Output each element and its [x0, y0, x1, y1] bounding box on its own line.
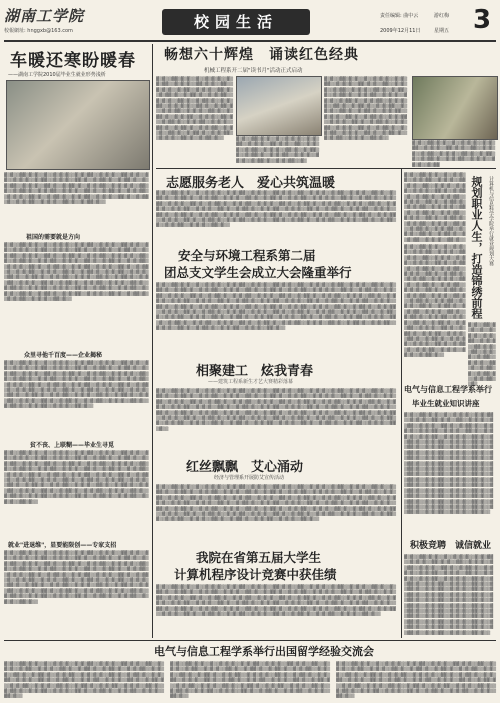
body-text: ▓▒▓▒▒▓▓▒▓▒▓▒▒▓▒▒▓▒▓▒▓▒▒▓▒▓▒▓▓▒▒▓▒▓▒▓▒▒▓▓▒▓▒▓▒▒▓▓▒▒▓▒▓▒▓▒▒▓▒▓▓▒▒▓▒▓▒▓▒▒▓▓▒▓▒▒▓▒▓▓▒▓▒▒▓▒▓▓▒▓▒▒▓▒▓▒▓▓▒▒▓▒▓▒▓▒▒▓▓▒▓▒▒▓▒▓▓▒▓▒▒▓▒▓▒▓▓▒▒▓▒▓▒▓▒▓▒▒▓▓▒▓▒▒▓▒▓▓▒▓▒▒▓▒▓▒▓▓▒▒▓▒▓▒▓▒▒▓▓▒▓▒▒▓▒▓▓▒▓▒▒▓▒▓▒▓▓▒▒▓▒▓▒▓▒▒▓▓▒▓▒▒▓▒▓▓▒▓▒▒▓▒▓▒▓▓▒▒▓▒▓▒▓▒▒▓▓▒▓▒▒▓▒▓▓▒▓▒▒▓▒▓▒▓▓▒▒▓▒▓▒▓▒▒▓▓▒▓▒▒▓▒▓▓▒▓▒▒▓▒▓▒▓▓▒▒▓▒▓▒▓▒▒▓▓▒▓▒▒▓▒▓▓▒▓▒▒▓▒▓▒▓▓▒▒▓▒▓▒▓▒▒▓▓▒▓▒▒▓▒▓▓▒▓▒▒▓▒▓▒▓▓▒▒▓▒▓▒▓▒▒▓▓▒▓▒▒▓▒▓▓▒▓▒▒▓▒▓▒▓▓▒▒▓▒▓▒▓▒▒▓▓▒▓▒▒▓▒▓▓▒▓▒▒▓▒▓▒▓▓▒▒▓▒▓▒▓▒▒▓▓▒▓▒▒▓▒▓▓▒▓▒▒▓▒▓▒▓▓▒▒▓▒▓▒▓▒▒▓▓▒▓▒▒▓▒▓▓▒▓▒▒▓▒▓▒▓▓▒▒▓▒▓▒▓▒▒▓▓▒▓▒▒▓▒▓▓▒▓▒▒▓▒▓▒▓▓▒▒▓▒▓▒▓▒▒▓▓▒▓▒▒▓▒▓▓▒▓▒▒▓▒▓▒▓▓▒▒▓▒▓▒▓▒▒▓▓▒▓▒▒▓▒▓▓▒▓▒▒▓▒▓▒▓▓▒▒▓▒▓▒▓▒▒▓▓▒▓▒▒▓▒▓▓▒▓▒▒▓▒▓▒▓▓▒▒▓▒▓▒▓▒▒▓▓▒▓▒▒▓▒▓▓▒▓▒▒▓▒▓▒▓▓▒▒▓▒▓▒▓▒▒▓▓▒▓▒▒▓▒▓▓▒▓▒▒▓▒▓▒▓▓▒▒▓▒▓▒▓▒▒▓▓▒▓▒▒▓▒▓▓▒▓▒▒▓▒▓▒▓▓▒▒▓▒▓▒▓▒▒▓▓▒▓▒▒ [156, 282, 396, 331]
section-heading: 贫不丧、上联糊——毕业生寻觅 [30, 442, 115, 449]
photo [412, 76, 498, 140]
article-study-abroad [4, 643, 496, 701]
section-heading: 众里寻他千百度——企业揭秘 [24, 352, 103, 359]
body-text: ▓▒▓▒▒▓▓▒▓▒▓▒▒▓▒▒▓▒▓▒▓▒▒▓▒▓▒▓▓▒▒▓▒▓▒▓▒▒▓▓▒▓▒▓▒▒▓▓▒▒▓▒▓▒▓▒▒▓▒▓▓▒▒▓▒▓▒▓▒▒▓▓▒▓▒▒▓▒▓▓▒▓▒▒▓▒▓▓▒▓▒▒▓▒▓▒▓▓▒▒▓▒▓▒▓▒▒▓▓▒▓▒▒▓▒▓▓▒▓▒▒▓▒▓▒▓▓▒▒▓▒▓▒▓▒▓▒▒▓▓▒▓▒▒▓▒▓▓▒▓▒▒▓▒▓▒▓▓▒▒▓▒▓▒▓▒▒▓▓▒▓▒▒▓▒▓▓▒▓▒▒▓▒▓▒▓▓▒▒▓▒▓▒▓▒▒▓▓▒▓▒▒▓▒▓▓▒▓▒▒▓▒▓▒▓▓▒▒▓▒▓▒▓▒▒▓▓▒▓▒▒▓▒▓▓▒▓▒▒▓▒▓▒▓▓▒▒▓▒▓▒▓▒▒▓▓▒▓▒▒▓▒▓▓▒▓▒▒▓▒▓▒▓▓▒▒▓▒▓▒▓▒▒▓▓▒▓▒▒▓▒▓▓▒▓▒▒▓▒▓▒▓▓▒▒▓▒▓▒▓▒▒▓▓▒▓▒▒▓▒▓▓▒▓▒▒▓▒▓▒▓▓▒▒▓▒▓▒▓▒▒▓▓▒▓▒▒▓▒▓▓▒▓▒▒▓▒▓▒▓▓▒▒▓▒▓▒▓▒▒▓▓▒▓▒▒▓▒▓▓▒▓▒▒▓▒▓▒▓▓▒▒▓▒▓▒▓▒▒▓▓▒▓▒▒▓▒▓▓▒▓▒▒▓▒▓▒▓▓▒▒▓▒▓▒▓▒▒▓▓▒▓▒▒▓▒▓▓▒▓▒▒▓▒▓▒▓▓▒▒▓▒▓▒▓▒▒▓▓▒▓▒▒▓▒▓▓▒▓▒▒▓▒▓▒▓▓▒▒▓▒▓▒▓▒▒▓▓▒▓▒▒▓▒▓▓▒▓▒▒▓▒▓▒▓▓▒▒▓▒▓▒▓▒▒▓▓▒▓▒▒▓▒▓▓▒▓▒▒▓▒▓▒▓▓▒▒▓▒▓▒▓▒▒▓▓▒▓▒▒ [404, 412, 494, 515]
article-association [156, 246, 398, 356]
masthead-logo: 湖南工学院 [4, 7, 85, 25]
divider [156, 168, 496, 169]
article-subtitle: 经济与管理系开展防艾宣传活动 [214, 475, 285, 481]
article-title-line2: 计算机程序设计竞赛中获佳绩 [174, 567, 337, 582]
section-title: 校园生活 [193, 13, 278, 31]
layout-label: 游红梅 [434, 13, 450, 19]
article-subtitle: ——湖南工学院2010届毕业生就业形势浅析 [8, 72, 106, 78]
photo [6, 80, 150, 170]
article-left [4, 46, 150, 636]
body-text: ▓▒▓▒▒▓▓▒▓▒▓▒▒▓▒▒▓▒▓▒▓▒▒▓▒▓▒▓▓▒▒▓▒▓▒▓▒▒▓▓▒▓▒▓▒▒▓▓▒▒▓▒▓▒▓▒▒▓▒▓▓▒▒▓▒▓▒▓▒▒▓▓▒▓▒▒▓▒▓▓▒▓▒▒▓▒▓▓▒▓▒▒▓▒▓▒▓▓▒▒▓▒▓▒▓▒▒▓▓▒▓▒▒▓▒▓▓▒▓▒▒▓▒▓▒▓▓▒▒▓▒ [236, 136, 320, 163]
body-text: ▓▒▓▒▒▓▓▒▓▒▓▒▒▓▒▒▓▒▓▒▓▒▒▓▒▓▒▓▓▒▒▓▒▓▒▓▒▒▓▓▒▓▒▓▒▒▓▓▒▒▓▒▓▒▓▒▒▓▒▓▓▒▒▓▒▓▒▓▒▒▓▓▒▓▒▒▓▒▓▓▒▓▒▒▓▒▓▓▒▓▒▒▓▒▓▒▓▓▒▒▓▒▓▒▓▒▒▓▓▒▓▒▒▓▒▓▓▒▓▒▒▓▒▓▒▓▓▒▒▓▒▓▒▓▒▓▒▒▓▓▒▓▒▒▓▒▓▓▒▓▒▒▓▒▓▒▓▓▒▒▓▒▓▒▓▒▒▓▓▒▓▒▒▓▒▓▓▒▓▒▒▓▒▓▒▓▓▒▒▓▒▓▒▓▒▒▓▓▒▓▒▒▓▒▓▓▒▓▒▒▓▒▓▒▓▓▒▒▓▒▓▒▓▒▒▓▓▒▓▒▒▓▒▓▓▒▓▒▒▓▒▓▒▓▓▒▒▓▒▓▒▓▒▒▓▓▒▓▒▒▓▒▓▓▒▓▒▒▓▒▓▒▓▓▒▒▓▒▓▒▓▒▒▓▓▒▓▒▒▓▒▓▓▒▓▒▒▓▒▓▒▓▓▒▒▓▒▓▒▓▒▒▓▓▒▓▒▒▓▒▓▓▒▓▒▒▓▒▓▒▓▓▒▒▓▒▓▒▓▒▒▓▓▒▓▒▒▓▒▓▓▒▓▒▒▓▒▓▒▓▓▒▒▓▒▓▒▓▒▒▓▓▒▓▒▒▓▒▓▓▒▓▒▒▓▒▓▒▓▓▒▒▓▒▓▒▓▒▒▓▓▒▓▒▒▓▒▓▓▒▓▒▒▓▒▓▒▓▓▒▒▓▒▓▒▓▒▒▓▓▒▓▒▒▓▒▓▓▒▓▒▒▓▒▓▒▓▓▒▒▓▒▓▒▓▒▒▓▓▒▓▒▒▓▒▓▓▒▓▒▒▓▒▓▒▓▓▒▒▓▒▓▒▓▒▒▓▓▒▓▒▒▓▒▓▓▒▓▒▒▓▒▓▒▓▓▒▒▓▒▓▒▓▒▒▓▓▒▓▒▒ [156, 484, 396, 522]
body-text: ▓▒▓▒▒▓▓▒▓▒▓▒▒▓▒▒▓▒▓▒▓▒▒▓▒▓▒▓▓▒▒▓▒▓▒▓▒▒▓▓▒▓▒▓▒▒▓▓▒▒▓▒▓▒▓▒▒▓▒▓▓▒▒▓▒▓▒▓▒▒▓▓▒▓▒▒▓▒▓▓▒▓▒▒▓▒▓▓▒▓▒▒▓▒▓▒▓▓▒▒▓▒▓▒▓▒▒▓▓▒▓▒▒▓▒▓▓▒▓▒▒▓▒▓▒▓▓▒▒▓▒▓▒▓▒▓▒▒▓▓▒▓▒▒▓▒▓▓▒▓▒▒▓▒▓▒▓▓▒▒▓▒▓▒▓▒▒▓▓▒▓▒▒▓▒▓▓▒▓▒▒▓▒▓▒▓▓▒▒▓▒▓▒▓▒▒▓▓▒▓▒▒▓▒▓▓▒▓▒▒▓▒▓▒▓▓▒▒▓▒▓▒▓▒▒▓▓▒▓▒▒▓▒▓▓▒▓▒▒▓▒▓▒▓▓▒▒▓▒▓▒▓▒▒▓▓▒▓▒▒▓▒▓▓▒▓▒▒▓▒▓▒▓▓▒▒▓▒▓▒▓▒▒▓▓▒▓▒▒▓▒▓▓▒▓▒▒ [156, 76, 233, 141]
body-text: ▓▒▓▒▒▓▓▒▓▒▓▒▒▓▒▒▓▒▓▒▓▒▒▓▒▓▒▓▓▒▒▓▒▓▒▓▒▒▓▓▒▓▒▓▒▒▓▓▒▒▓▒▓▒▓▒▒▓▒▓▓▒▒▓▒▓▒▓▒▒▓▓▒▓▒▒▓▒▓▓▒▓▒▒▓▒▓▓▒▓▒▒▓▒▓▒▓▓▒▒▓▒▓▒▓▒▒▓▓▒▓▒▒▓▒▓▓▒▓▒▒▓▒▓▒▓▓▒▒▓▒▓▒▓▒▓▒▒▓▓▒▓▒▒▓▒▓▓▒▓▒▒▓▒▓▒▓▓▒▒▓▒▓▒▓▒▒▓▓▒▓▒▒▓▒▓▓▒▓▒▒▓▒▓▒▓▓▒▒▓▒▓▒▓▒▒▓▓▒▓▒▒▓▒▓▓▒▓▒▒▓▒▓▒▓▓▒▒▓▒▓▒▓▒▒▓▓▒▓▒▒▓▒▓▓▒▓▒▒▓▒▓▒▓▓▒▒▓▒▓▒▓▒▒▓▓▒▓▒▒▓▒▓▓▒▓▒▒▓▒▓▒▓▓▒▒▓▒▓▒▓▒▒▓▓▒▓▒▒▓▒▓▓▒▓▒▒▓▒▓▒▓▓▒▒▓▒▓▒▓▒▒▓▓▒▓▒▒▓▒▓▓▒▓▒▒▓▒▓▒▓▓▒▒▓▒▓▒▓▒▒▓▓▒▓▒▒▓▒▓▓▒▓▒▒▓▒▓▒▓▓▒▒▓▒▓▒▓▒▒▓▓▒▓▒▒▓▒▓▓▒▓▒▒▓▒▓▒▓▓▒▒▓▒▓▒▓▒▒▓▓▒▓▒▒▓▒▓▓▒▓▒▒▓▒▓▒▓▓▒▒▓▒▓▒▓▒▒▓▓▒▓▒▒▓▒▓▓▒▓▒▒▓▒▓▒▓▓▒▒▓▒▓▒▓▒▒▓▓▒▓▒▒ [156, 584, 396, 617]
body-text: ▓▒▓▒▒▓▓▒▓▒▓▒▒▓▒▒▓▒▓▒▓▒▒▓▒▓▒▓▓▒▒▓▒▓▒▓▒▒▓▓▒▓▒▓▒▒▓▓▒▒▓▒▓▒▓▒▒▓▒▓▓▒▒▓▒▓▒▓▒▒▓▓▒▓▒▒▓▒▓▓▒▓▒▒▓▒▓▓▒▓▒▒▓▒▓▒▓▓▒▒▓▒▓▒▓▒▒▓▓▒▓▒▒▓▒▓▓▒▓▒▒▓▒▓▒▓▓▒▒▓▒▓▒▓▒▓▒▒▓▓▒▓▒▒▓▒▓▓▒▓▒▒▓▒▓▒▓▓▒▒▓▒▓▒▓▒▒▓▓▒▓▒▒▓▒▓▓▒▓▒▒▓▒▓▒▓▓▒▒▓▒▓▒▓▒▒▓▓▒▓▒▒▓▒▓▓▒▓▒▒▓▒▓▒▓▓▒▒▓▒▓▒▓▒▒▓▓▒▓▒▒▓▒▓▓▒▓▒▒▓▒▓▒▓▓▒▒▓▒▓▒▓▒▒▓▓▒▓▒▒▓▒▓▓▒▓▒▒▓▒▓▒▓▓▒▒▓▒▓▒▓▒▒▓▓▒▓▒▒▓▒▓▓▒▓▒▒▓▒▓▒▓▓▒▒▓▒▓▒▓▒▒▓▓▒▓▒▒▓▒▓▓▒▓▒▒▓▒▓▒▓▓▒▒▓▒▓▒▓▒▒▓▓▒▓▒▒▓▒▓▓▒▓▒▒▓▒▓▒▓▓▒▒▓▒▓▒▓▒▒▓▓▒▓▒▒▓▒▓▓▒▓▒▒▓▒▓▒▓▓▒▒▓▒▓▒▓▒▒▓▓▒▓▒▒ [4, 360, 149, 409]
vertical-title: 规划职业人生，打造锦绣前程 [470, 176, 483, 319]
page-number: 3 [472, 5, 492, 35]
article-aids-awareness [156, 456, 398, 544]
article-competition [404, 538, 496, 638]
article-art [156, 360, 398, 452]
article-title: 电气与信息工程学系举行出国留学经验交流会 [154, 645, 374, 658]
photo [236, 76, 322, 136]
article-title: 积极竞聘 诚信就业 [410, 541, 492, 551]
body-text: ▓▒▓▒▒▓▓▒▓▒▓▒▒▓▒▒▓▒▓▒▓▒▒▓▒▓▒▓▓▒▒▓▒▓▒▓▒▒▓▓▒▓▒▓▒▒▓▓▒▒▓▒▓▒▓▒▒▓▒▓▓▒▒▓▒▓▒▓▒▒▓▓▒▓▒▒▓▒▓▓▒▓▒▒▓▒▓▓▒▓▒▒▓▒▓▒▓▓▒▒▓▒▓▒▓▒▒▓▓▒▓▒▒▓▒▓▓▒▓▒▒▓▒▓▒▓▓▒▒▓▒▓▒▓▒▓▒▒▓▓▒▓▒▒▓▒▓▓▒▓▒▒▓▒▓▒▓▓▒▒▓▒▓▒▓▒▒▓▓▒▓▒▒▓▒▓▓▒▓▒▒▓▒▓▒▓▓▒▒▓▒▓▒▓▒▒▓▓▒▓▒▒▓▒▓▓▒▓▒▒▓▒▓▒▓▓▒▒▓▒▓▒▓▒▒▓▓▒▓▒▒▓▒▓▓▒▓▒▒▓▒▓▒▓▓▒▒▓▒▓▒▓▒▒▓▓▒▓▒▒▓▒▓▓▒▓▒▒▓▒▓▒▓▓▒▒▓▒▓▒▓▒▒▓▓▒▓▒▒▓▒▓▓▒▓▒▒▓▒▓▒▓▓▒▒▓▒▓▒▓▒▒▓▓▒▓▒▒▓▒▓▓▒▓▒▒▓▒▓▒▓▓▒▒▓▒▓▒▓▒▒▓▓▒▓▒▒▓▒▓▓▒▓▒▒▓▒▓▒▓▓▒▒▓▒▓▒▓▒▒▓▓▒▓▒▒▓▒▓▓▒▓▒▒▓▒▓▒▓▓▒▒▓▒▓▒▓▒▒▓▓▒▓▒▒▓▒▓▓▒▓▒▒▓▒▓▒▓▓▒▒▓▒▓▒▓▒▒▓▓▒▓▒▒ [4, 450, 149, 504]
body-text: ▓▒▓▒▒▓▓▒▓▒▓▒▒▓▒▒▓▒▓▒▓▒▒▓▒▓▒▓▓▒▒▓▒▓▒▓▒▒▓▓▒▓▒▓▒▒▓▓▒▒▓▒▓▒▓▒▒▓▒▓▓▒▒▓▒▓▒▓▒▒▓▓▒▓▒▒▓▒▓▓▒▓▒▒▓▒▓▓▒▓▒▒▓▒▓▒▓▓▒▒▓▒▓▒▓▒▒▓▓▒▓▒▒▓▒▓▓▒▓▒▒▓▒▓▒▓▓▒▒▓▒▓▒▓▒▓▒▒▓▓▒▓▒▒▓▒▓▓▒▓▒▒▓▒▓▒▓▓▒▒▓▒▓▒▓▒▒▓▓▒▓▒▒▓▒▓▓▒▓▒▒▓▒▓▒▓▓▒▒▓▒▓▒▓▒▒▓▓▒▓▒▒▓▒▓▓▒▓▒▒▓▒▓▒▓▓▒▒▓▒▓▒▓▒▒▓▓▒▓▒▒▓▒▓▓▒▓▒▒▓▒▓▒▓▓▒▒▓▒▓▒▓▒▒▓▓▒▓▒▒▓▒▓▓▒▓▒▒▓▒▓▒▓▓▒▒▓▒▓▒▓▒▒▓▓▒▓▒▒▓▒▓▓▒▓▒▒▓▒▓▒▓▓▒▒▓▒▓▒▓▒▒▓▓▒▓▒▒▓▒▓▓▒▓▒▒▓▒▓▒▓▓▒▒▓▒▓▒▓▒▒▓▓▒▓▒▒▓▒▓▓▒▓▒▒▓▒▓▒▓▓▒▒▓▒▓▒▓▒▒▓▓▒▓▒▒▓▒▓▓▒▓▒▒▓▒▓▒▓▓▒▒▓▒▓▒▓▒▒▓▓▒▓▒▒▓▒▓▓▒▓▒▒ [404, 244, 466, 358]
article-reading-month [156, 44, 496, 168]
article-title-line1: 我院在省第五届大学生 [196, 550, 322, 565]
article-programming-contest [156, 548, 398, 638]
article-title-line1: 安全与环境工程系第二届 [178, 248, 316, 263]
editor-label: 责任编辑: 曲中云 [380, 13, 419, 19]
body-text: ▓▒▓▒▒▓▓▒▓▒▓▒▒▓▒▒▓▒▓▒▓▒▒▓▒▓▒▓▓▒▒▓▒▓▒▓▒▒▓▓▒▓▒▓▒▒▓▓▒▒▓▒▓▒▓▒▒▓▒▓▓▒▒▓▒▓▒▓▒▒▓▓▒▓▒▒▓▒▓▓▒▓▒▒▓▒▓▓▒▓▒▒▓▒▓▒▓▓▒▒▓▒▓▒▓▒▒▓▓▒▓▒▒▓▒▓▓▒▓▒▒▓▒▓▒▓▓▒▒▓▒▓▒▓▒▓▒▒▓▓▒▓▒▒▓▒▓▓▒▓▒▒▓▒▓▒▓▓▒▒▓▒▓▒▓▒▒▓▓▒▓▒▒▓▒▓▓▒▓▒▒▓▒▓▒▓▓▒▒▓▒▓▒▓▒▒▓▓▒▓▒▒▓▒▓▓▒▓▒▒▓▒▓▒▓▓▒▒▓▒▓▒▓▒▒▓▓▒▓▒▒▓▒▓▓▒▓▒▒▓▒▓▒▓▓▒▒▓▒▓▒▓▒▒▓▓▒▓▒▒▓▒▓▓▒▓▒▒▓▒▓▒▓▓▒▒▓▒▓▒▓▒▒▓▓▒▓▒▒▓▒▓▓▒▓▒▒▓▒▓▒▓▓▒▒▓▒▓▒▓▒▒▓▓▒▓▒▒▓▒▓▓▒▓▒▒▓▒▓▒▓▓▒▒▓▒▓▒▓▒▒▓▓▒▓▒▒▓▒▓▓▒▓▒▒▓▒▓▒▓▓▒▒▓▒▓▒▓▒▒▓▓▒▓▒▒▓▒▓▓▒▓▒▒▓▒▓▒▓▓▒▒▓▒▓▒▓▒▒▓▓▒▓▒▒▓▒▓▓▒▓▒▒▓▒▓▒▓▓▒▒▓▒▓▒▓▒▒▓▓▒▓▒▒▓▒▓▓▒▓▒▒▓▒▓▒▓▓▒▒▓▒▓▒▓▒▒▓▓▒▓▒▒▓▒▓▓▒▓▒▒▓▒▓▒▓▓▒▒▓▒▓▒▓▒▒▓▓▒▓▒▒ [156, 190, 396, 228]
body-text: ▓▒▓▒▒▓▓▒▓▒▓▒▒▓▒▒▓▒▓▒▓▒▒▓▒▓▒▓▓▒▒▓▒▓▒▓▒▒▓▓▒▓▒▓▒▒▓▓▒▒▓▒▓▒▓▒▒▓▒▓▓▒▒▓▒▓▒▓▒▒▓▓▒▓▒▒▓▒▓▓▒▓▒▒▓▒▓▓▒▓▒▒▓▒▓▒▓▓▒▒▓▒▓▒▓▒▒▓▓▒▓▒▒▓▒▓▓▒▓▒▒▓▒▓▒▓▓▒▒▓▒▓▒▓▒▓▒▒▓▓▒▓▒▒▓▒▓▓▒▓▒▒▓▒▓▒▓▓▒▒▓▒▓▒▓▒▒▓▓▒▓▒▒▓▒▓▓▒▓▒▒▓▒▓▒▓▓▒▒▓▒▓▒▓▒▒▓▓▒▓▒▒▓▒▓▓▒▓▒▒▓▒▓▒▓▓▒▒▓▒▓▒▓▒▒▓▓▒▓▒▒▓▒▓▓▒▓▒▒▓▒▓▒▓▓▒▒▓▒▓▒▓▒▒▓▓▒▓▒▒▓▒▓▓▒▓▒▒▓▒▓▒▓▓▒▒▓▒▓▒▓▒▒▓▓▒▓▒▒▓▒▓▓▒▓▒▒▓▒▓▒▓▓▒▒▓▒▓▒▓▒▒▓▓▒▓▒▒▓▒▓▓▒▓▒▒▓▒▓▒▓▓▒▒▓▒▓▒▓▒▒▓▓▒▓▒▒▓▒▓▓▒▓▒▒▓▒▓▒▓▓▒▒▓▒▓▒▓▒▒▓▓▒▓▒▒▓▒▓▓▒▓▒▒▓▒▓▒▓▓▒▒▓▒▓▒▓▒▒▓▓▒▓▒▒▓▒▓▓▒▓▒▒▓▒▓▒▓▓▒▒▓▒▓▒▓▒▒▓▓▒▓▒▒▓▒▓▓▒▓▒▒▓▒▓▒▓▓▒▒▓▒▓▒▓▒▒▓▓▒▓▒▒▓▒▓▓▒▓▒▒▓▒▓▒▓▓▒▒▓▒▓▒▓▒▒▓▓▒▓▒▒▓▒▓▓▒▓▒▒▓▒▓▒▓▓▒▒▓▒▓▒▓▒▒▓▓▒▓▒▒▓▒▓▓▒▓▒▒▓▒▓▒▓▓▒▒▓▒▓▒▓▒▒▓▓▒▓▒▒ [156, 388, 396, 431]
body-text: ▓▒▓▒▒▓▓▒▓▒▓▒▒▓▒▒▓▒▓▒▓▒▒▓▒▓▒▓▓▒▒▓▒▓▒▓▒▒▓▓▒▓▒▓▒▒▓▓▒▒▓▒▓▒▓▒▒▓▒▓▓▒▒▓▒▓▒▓▒▒▓▓▒▓▒▒▓▒▓▓▒▓▒▒▓▒▓▓▒▓▒▒▓▒▓▒▓▓▒▒▓▒▓▒▓▒▒▓▓▒▓▒▒▓▒▓▓▒▓▒▒▓▒▓▒▓▓▒▒▓▒▓▒▓▒▓▒▒▓▓▒▓▒▒▓▒▓▓▒▓▒▒▓▒▓▒▓▓▒▒▓▒▓▒▓▒▒▓▓▒▓▒▒▓▒▓▓▒▓▒▒▓▒▓▒▓▓▒▒▓▒▓▒▓▒▒▓▓▒▓▒▒▓▒▓▓▒▓▒▒▓▒▓▒▓▓▒▒▓▒▓▒▓▒▒▓▓▒▓▒▒▓▒▓▓▒▓▒▒▓▒▓▒▓▓▒▒▓▒▓▒▓▒▒▓▓▒▓▒▒▓▒▓▓▒▓▒▒▓▒▓▒▓▓▒▒▓▒▓▒▓▒▒▓▓▒▓▒▒▓▒▓▓▒▓▒▒▓▒▓▒▓▓▒▒▓▒▓▒▓▒▒▓▓▒▓▒▒▓▒▓▓▒▓▒▒▓▒▓▒▓▓▒▒▓▒▓▒▓▒▒▓▓▒▓▒▒▓▒▓▓▒▓▒▒▓▒▓▒▓▓▒▒▓▒▓▒▓▒▒▓▓▒▓▒▒▓▒▓▓▒▓▒▒▓▒▓▒▓▓▒▒▓▒▓▒▓▒▒▓▓▒▓▒▒▓▒▓▓▒▓▒▒▓▒▓▒▓▓▒▒▓▒▓▒▓▒▒▓▓▒▓▒▒▓▒▓▓▒▓▒▒▓▒▓▒▓▓▒▒▓▒▓▒▓▒▒▓▓▒▓▒▒▓▒▓▓▒▓▒▒▓▒▓▒▓▓▒▒▓▒▓▒▓▒▒▓▓▒▓▒▒ [4, 242, 149, 302]
body-text: ▓▒▓▒▒▓▓▒▓▒▓▒▒▓▒▒▓▒▓▒▓▒▒▓▒▓▒▓▓▒▒▓▒▓▒▓▒▒▓▓▒▓▒▓▒▒▓▓▒▒▓▒▓▒▓▒▒▓▒▓▓▒▒▓▒▓▒▓▒▒▓▓▒▓▒▒▓▒▓▓▒▓▒▒▓▒▓▓▒▓▒▒▓▒▓▒▓▓▒▒▓▒▓▒▓▒▒▓▓▒▓▒▒▓▒▓▓▒▓▒▒▓▒▓▒▓▓▒▒▓▒▓▒▓▒▓▒▒▓▓▒▓▒▒▓▒▓▓▒▓▒▒▓▒▓▒▓▓▒▒▓▒▓▒▓▒▒▓▓▒▓▒▒▓▒▓▓▒▓▒▒▓▒▓▒▓▓▒▒▓▒▓▒▓▒▒▓▓▒▓▒▒▓▒▓▓▒▓▒▒▓▒▓▒▓▓▒▒▓▒▓▒▓▒▒▓▓▒▓▒▒▓▒▓▓▒▓▒▒▓▒▓▒▓▓▒▒▓▒▓▒▓▒▒▓▓▒▓▒▒ [404, 172, 466, 242]
section-heading: 祖国的需要就是方向 [26, 234, 81, 241]
article-title: 车暖还寒盼暖春 [10, 51, 136, 71]
body-text: ▓▒▓▒▒▓▓▒▓▒▓▒▒▓▒▒▓▒▓▒▓▒▒▓▒▓▒▓▓▒▒▓▒▓▒▓▒▒▓▓▒▓▒▓▒▒▓▓▒▒▓▒▓▒▓▒▒▓▒▓▓▒▒▓▒▓▒▓▒▒▓▓▒▓▒▒▓▒▓▓▒▓▒▒▓▒▓▓▒▓▒▒▓▒▓▒▓▓▒▒▓▒▓▒▓▒▒▓▓▒▓▒▒▓▒▓▓▒▓▒▒▓▒▓▒▓▓▒▒▓▒▓▒▓▒▓▒▒▓▓▒▓▒▒▓▒▓▓▒▓▒▒▓▒▓▒▓▓▒▒▓▒▓▒▓▒▒▓▓▒▓▒▒▓▒▓▓▒▓▒▒▓▒▓▒▓▓▒▒▓▒▓▒▓▒▒▓▓▒▓▒▒▓▒▓▓▒▓▒▒▓▒▓▒▓▓▒▒▓▒▓▒▓▒▒▓▓▒▓▒▒▓▒▓▓▒▓▒▒▓▒▓▒▓▓▒▒▓▒▓▒▓▒▒▓▓▒▓▒▒▓▒▓▓▒▓▒▒▓▒▓▒▓▓▒▒▓▒▓▒▓▒▒▓▓▒▓▒▒▓▒▓▓▒▓▒▒▓▒▓▒▓▓▒▒▓▒▓▒▓▒▒▓▓▒▓▒▒ [4, 661, 164, 699]
article-title: 畅想六十辉煌 诵读红色经典 [164, 47, 359, 63]
section-heading: 就业"进退维"，显要能限创——专家支招 [8, 542, 117, 549]
body-text: ▓▒▓▒▒▓▓▒▓▒▓▒▒▓▒▒▓▒▓▒▓▒▒▓▒▓▒▓▓▒▒▓▒▓▒▓▒▒▓▓▒▓▒▓▒▒▓▓▒▒▓▒▓▒▓▒▒▓▒▓▓▒▒▓▒▓▒▓▒▒▓▓▒▓▒▒▓▒▓▓▒▓▒▒▓▒▓▓▒▓▒▒▓▒▓▒▓▓▒▒▓▒▓▒▓▒▒▓▓▒▓▒▒▓▒▓▓▒▓▒▒▓▒▓▒▓▓▒▒▓▒▓▒▓▒▓▒▒▓▓▒▓▒▒▓▒▓▓▒▓▒▒▓▒▓▒▓▓▒▒▓▒▓▒▓▒▒▓▓▒▓▒▒▓▒▓▓▒▓▒▒▓▒▓▒▓▓▒▒▓▒▓▒▓▒▒▓▓▒▓▒▒▓▒▓▓▒▓▒▒▓▒▓▒▓▓▒▒▓▒▓▒▓▒▒▓▓▒▓▒▒▓▒▓▓▒▓▒▒▓▒▓▒▓▓▒▒▓▒▓▒▓▒▒▓▓▒▓▒▒▓▒▓▓▒▓▒▒▓▒▓▒▓▓▒▒▓▒▓▒▓▒▒▓▓▒▓▒▒▓▒▓▓▒▓▒▒▓▒▓▒▓▓▒▒▓▒▓▒▓▒▒▓▓▒▓▒▒ [336, 661, 496, 699]
article-title-line2: 团总支文学生会成立大会隆重举行 [164, 265, 352, 280]
body-text: ▓▒▓▒▒▓▓▒▓▒▓▒▒▓▒▒▓▒▓▒▓▒▒▓▒▓▒▓▓▒▒▓▒▓▒▓▒▒▓▓▒▓▒▓▒▒▓▓▒▒▓▒▓▒▓▒▒▓▒▓▓▒▒▓▒▓▒▓▒▒▓▓▒▓▒▒▓▒▓▓▒▓▒▒▓▒▓▓▒▓▒▒▓▒▓▒▓▓▒▒▓▒▓▒▓▒▒▓▓▒▓▒▒▓▒▓▓ [412, 140, 496, 167]
body-text: ▓▒▓▒▒▓▓▒▓▒▓▒▒▓▒▒▓▒▓▒▓▒▒▓▒▓▒▓▓▒▒▓▒▓▒▓▒▒▓▓▒▓▒▓▒▒▓▓▒▒▓▒▓▒▓▒▒▓▒▓▓▒▒▓▒▓▒▓▒▒▓▓▒▓▒▒▓▒▓▓▒▓▒▒▓▒▓▓▒▓▒▒▓▒▓▒▓▓▒▒▓▒ [468, 322, 496, 387]
issue-weekday: 星期五 [434, 28, 450, 34]
article-subtitle: 毕业生就业知识讲座 [412, 399, 480, 408]
article-title: 红丝飘飘 艾心涌动 [186, 460, 304, 475]
article-electrical-lecture [404, 384, 496, 534]
article-title: 志愿服务老人 爱心共筑温暖 [166, 176, 336, 191]
article-title: 相聚建工 炫我青春 [196, 364, 314, 379]
column-divider [401, 168, 402, 638]
divider [4, 640, 496, 641]
body-text: ▓▒▓▒▒▓▓▒▓▒▓▒▒▓▒▒▓▒▓▒▓▒▒▓▒▓▒▓▓▒▒▓▒▓▒▓▒▒▓▓▒▓▒▓▒▒▓▓▒▒▓▒▓▒▓▒▒▓▒▓▓▒▒▓▒▓▒▓▒▒▓▓▒▓▒▒▓▒▓▓▒▓▒▒▓▒▓▓▒▓▒▒▓▒▓▒▓▓▒▒▓▒▓▒▓▒▒▓▓▒▓▒▒▓▒▓▓▒▓▒▒▓▒▓▒▓▓▒▒▓▒▓▒▓▒▓▒▒▓▓▒▓▒▒▓▒▓▓▒▓▒▒▓▒▓▒▓▓▒▒▓▒▓▒▓▒▒▓▓▒▓▒▒▓▒▓▓▒▓▒▒▓▒▓▒▓▓▒▒▓▒▓▒▓▒▒▓▓▒▓▒▒▓▒▓▓▒▓▒▒▓▒▓▒▓▓▒▒▓▒▓▒▓▒▒▓▓▒▓▒▒▓▒▓▓▒▓▒▒▓▒▓▒▓▓▒▒▓▒▓▒▓▒▒▓▓▒▓▒▒▓▒▓▓▒▓▒▒▓▒▓▒▓▓▒▒▓▒▓▒▓▒▒▓▓▒▓▒▒▓▒▓▓▒▓▒▒▓▒▓▒▓▓▒▒▓▒▓▒▓▒▒▓▓▒▓▒▒ [170, 661, 330, 699]
article-volunteer [156, 172, 398, 242]
masthead-url: 校報網址: hnggxb@163.com [4, 28, 73, 34]
article-career-planning [404, 172, 496, 387]
body-text: ▓▒▓▒▒▓▓▒▓▒▓▒▒▓▒▒▓▒▓▒▓▒▒▓▒▓▒▓▓▒▒▓▒▓▒▓▒▒▓▓▒▓▒▓▒▒▓▓▒▒▓▒▓▒▓▒▒▓▒▓▓▒▒▓▒▓▒▓▒▒▓▓▒▓▒▒▓▒▓▓▒▓▒▒▓▒▓▓▒▓▒▒▓▒▓▒▓▓▒▒▓▒▓▒▓▒▒▓▓▒▓▒▒▓▒▓▓▒▓▒▒▓▒▓▒▓▓▒▒▓▒▓▒▓▒▓▒▒▓▓▒▓▒▒▓▒▓▓▒▓▒▒▓▒▓▒▓▓▒▒▓▒▓▒▓▒▒▓▓▒▓▒▒▓▒▓▓▒▓▒▒▓▒▓▒▓▓▒▒▓▒▓▒▓▒▒▓▓▒▓▒▒▓▒▓▓▒▓▒▒▓▒▓▒▓▓▒▒▓▒▓▒▓▒▒▓▓▒▓▒▒▓▒▓▓▒▓▒▒▓▒▓▒▓▓▒▒▓▒▓▒▓▒▒▓▓▒▓▒▒▓▒▓▓▒▓▒▒▓▒▓▒▓▓▒▒▓▒▓▒▓▒▒▓▓▒▓▒▒▓▒▓▓▒▓▒▒▓▒▓▒▓▓▒▒▓▒▓▒▓▒▒▓▓▒▓▒▒ [324, 76, 408, 141]
masthead-rule [4, 40, 496, 42]
issue-date: 2009年12月11日 [380, 28, 421, 34]
article-title: 电气与信息工程学系举行 [404, 385, 492, 394]
article-subtitle: ——建筑工程系新生才艺大赛精彩落幕 [208, 379, 294, 385]
masthead [0, 0, 500, 40]
body-text: ▓▒▓▒▒▓▓▒▓▒▓▒▒▓▒▒▓▒▓▒▓▒▒▓▒▓▒▓▓▒▒▓▒▓▒▓▒▒▓▓▒▓▒▓▒▒▓▓▒▒▓▒▓▒▓▒▒▓▒▓▓▒▒▓▒▓▒▓▒▒▓▓▒▓▒▒▓▒▓▓▒▓▒▒▓▒▓▓▒▓▒▒▓▒▓▒▓▓▒▒▓▒▓▒▓▒▒▓▓▒▓▒▒▓▒▓▓▒▓▒▒▓▒▓▒▓▓▒▒▓▒▓▒▓▒▓▒▒▓▓▒▓▒▒▓▒▓▓▒▓▒▒▓▒▓▒▓▓▒▒▓▒▓▒▓▒▒▓▓▒▓▒▒▓▒▓▓▒▓▒▒▓▒▓▒▓▓▒▒▓▒▓▒▓▒▒▓▓▒▓▒▒▓▒▓▓▒▓▒▒▓▒▓▒▓▓▒▒▓▒▓▒▓▒▒▓▓▒▓▒▒▓▒▓▓▒▓▒▒▓▒▓▒▓▓▒▒▓▒▓▒▓▒▒▓▓▒▓▒▒▓▒▓▓▒▓▒▒▓▒▓▒▓▓▒▒▓▒▓▒▓▒▒▓▓▒▓▒▒▓▒▓▓▒▓▒▒▓▒▓▒▓▓▒▒▓▒▓▒▓▒▒▓▓▒▓▒▒▓▒▓▓▒▓▒▒▓▒▓▒▓▓▒▒▓▒▓▒▓▒▒▓▓▒▓▒▒▓▒▓▓▒▓▒▒▓▒▓▒▓▓▒▒▓▒▓▒▓▒▒▓▓▒▓▒▒▓▒▓▓▒▓▒▒▓▒▓▒▓▓▒▒▓▒▓▒▓▒▒▓▓▒▓▒▒▓▒▓▓▒▓▒▒▓▒▓▒▓▓▒▒▓▒▓▒▓▒▒▓▓▒▓▒▒ [404, 554, 494, 635]
section-banner [162, 9, 310, 35]
column-divider [152, 44, 153, 638]
article-subtitle: 机械工程系开二届"读书月"活动正式启动 [204, 68, 303, 74]
vertical-subtitle: 计算机与信息科学学院举行就业规划大赛 [488, 176, 494, 266]
body-text: ▓▒▓▒▒▓▓▒▓▒▓▒▒▓▒▒▓▒▓▒▓▒▒▓▒▓▒▓▓▒▒▓▒▓▒▓▒▒▓▓▒▓▒▓▒▒▓▓▒▒▓▒▓▒▓▒▒▓▒▓▓▒▒▓▒▓▒▓▒▒▓▓▒▓▒▒▓▒▓▓▒▓▒▒▓▒▓▓▒▓▒▒▓▒▓▒▓▓▒▒▓▒▓▒▓▒▒▓▓▒▓▒▒▓▒▓▓▒▓▒▒▓▒▓▒▓▓▒▒▓▒▓▒▓▒▓▒▒▓▓▒▓▒▒▓▒▓▓▒▓▒▒▓▒▓▒▓▓▒▒▓▒▓▒▓▒▒▓▓▒▓▒▒▓▒▓▓▒▓▒▒▓▒▓▒▓▓▒▒▓▒▓▒▓▒▒▓▓▒▓▒▒▓▒▓▓▒▓▒▒▓▒▓▒▓▓▒▒▓▒▓▒▓▒▒▓▓▒▓▒▒▓▒▓▓▒▓▒▒▓▒▓▒▓▓▒▒▓▒▓▒▓▒▒▓▓▒▓▒▒▓▒▓▓▒▓▒▒ [4, 172, 149, 205]
body-text: ▓▒▓▒▒▓▓▒▓▒▓▒▒▓▒▒▓▒▓▒▓▒▒▓▒▓▒▓▓▒▒▓▒▓▒▓▒▒▓▓▒▓▒▓▒▒▓▓▒▒▓▒▓▒▓▒▒▓▒▓▓▒▒▓▒▓▒▓▒▒▓▓▒▓▒▒▓▒▓▓▒▓▒▒▓▒▓▓▒▓▒▒▓▒▓▒▓▓▒▒▓▒▓▒▓▒▒▓▓▒▓▒▒▓▒▓▓▒▓▒▒▓▒▓▒▓▓▒▒▓▒▓▒▓▒▓▒▒▓▓▒▓▒▒▓▒▓▓▒▓▒▒▓▒▓▒▓▓▒▒▓▒▓▒▓▒▒▓▓▒▓▒▒▓▒▓▓▒▓▒▒▓▒▓▒▓▓▒▒▓▒▓▒▓▒▒▓▓▒▓▒▒▓▒▓▓▒▓▒▒▓▒▓▒▓▓▒▒▓▒▓▒▓▒▒▓▓▒▓▒▒▓▒▓▓▒▓▒▒▓▒▓▒▓▓▒▒▓▒▓▒▓▒▒▓▓▒▓▒▒▓▒▓▓▒▓▒▒▓▒▓▒▓▓▒▒▓▒▓▒▓▒▒▓▓▒▓▒▒▓▒▓▓▒▓▒▒▓▒▓▒▓▓▒▒▓▒▓▒▓▒▒▓▓▒▓▒▒▓▒▓▓▒▓▒▒▓▒▓▒▓▓▒▒▓▒▓▒▓▒▒▓▓▒▓▒▒▓▒▓▓▒▓▒▒▓▒▓▒▓▓▒▒▓▒▓▒▓▒▒▓▓▒▓▒▒▓▒▓▓▒▓▒▒▓▒▓▒▓▓▒▒▓▒▓▒▓▒▒▓▓▒▓▒▒▓▒▓▓▒▓▒▒▓▒▓▒▓▓▒▒▓▒▓▒▓▒▒▓▓▒▓▒▒ [4, 550, 149, 604]
